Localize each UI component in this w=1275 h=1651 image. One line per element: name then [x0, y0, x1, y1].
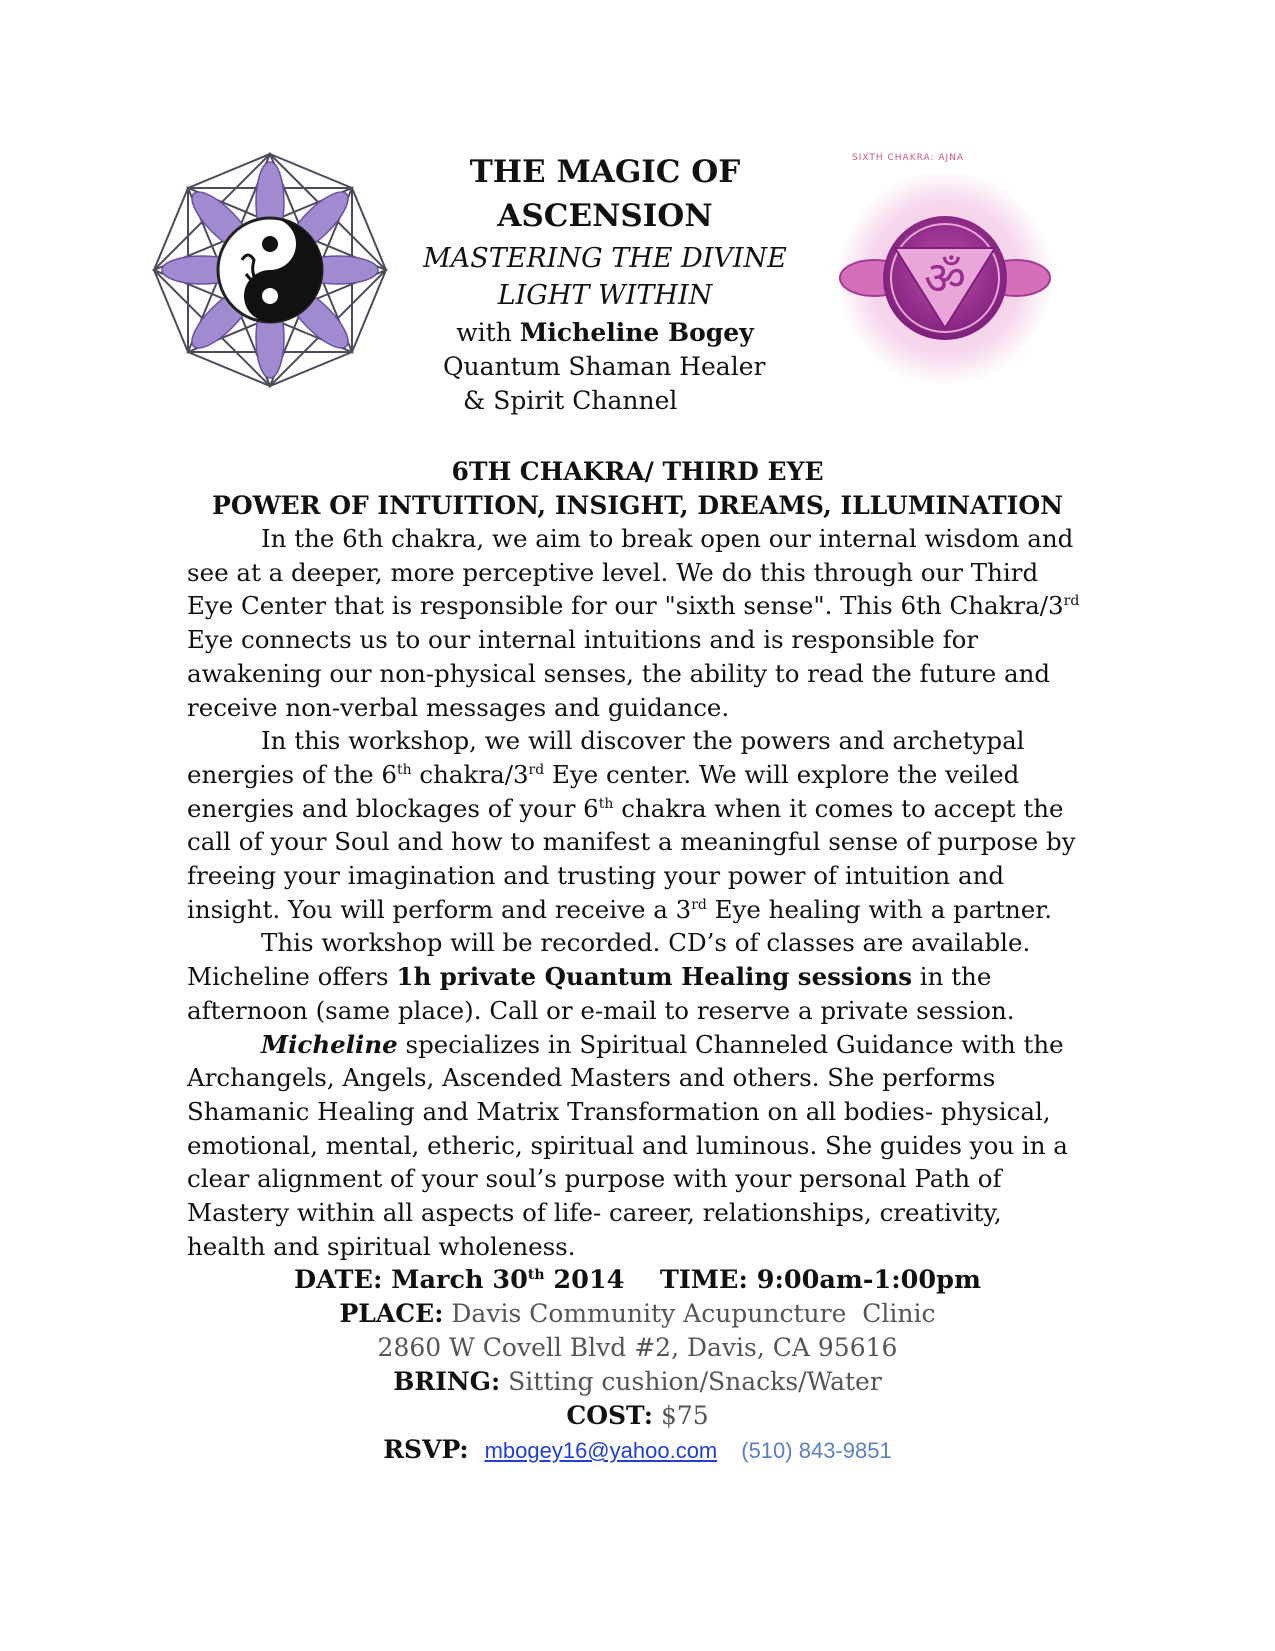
rsvp-label: RSVP:	[383, 1435, 469, 1464]
p4-name: Micheline	[261, 1029, 398, 1059]
cost-value: $75	[653, 1401, 709, 1430]
p2-sup-1: th	[396, 761, 412, 778]
presenter-line	[395, 316, 815, 350]
p1-text-b: Eye connects us to our internal intuitions and is responsible for awakening our non-physical senses, the ability to read the future and receive non-verbal messages and guidance.	[187, 625, 1051, 722]
bring-label: BRING:	[393, 1367, 501, 1396]
cost-row	[180, 1399, 1095, 1433]
subtitle-line-2: LIGHT WITHIN	[497, 280, 713, 311]
date-time-row	[180, 1263, 1095, 1297]
cost-label: COST:	[566, 1401, 653, 1430]
ajna-caption: SIXTH CHAKRA: AJNA	[852, 153, 965, 163]
p2-text-c: Eye center. We will explore the veiled energies and blockages of your 6	[187, 759, 1020, 823]
paragraph-3	[187, 926, 1087, 1027]
p1-sup: rd	[1063, 593, 1080, 610]
presenter-role-2: & Spirit Channel	[463, 386, 678, 415]
presenter-prefix: with	[456, 318, 520, 347]
date-year-time: 2014 TIME: 9:00am-1:00pm	[544, 1265, 981, 1295]
title-line-1: THE MAGIC OF	[469, 154, 741, 190]
event-details	[180, 1263, 1095, 1467]
rsvp-email-link[interactable]: mbogey16@yahoo.com	[484, 1438, 718, 1463]
p2-sup-2: rd	[528, 761, 545, 778]
date-label: DATE: March 30	[294, 1265, 528, 1295]
paragraph-4	[187, 1028, 1087, 1264]
rsvp-row	[180, 1433, 1095, 1467]
p2-sup-4: rd	[691, 896, 707, 913]
section-heading-chakra: 6TH CHAKRA/ THIRD EYE	[451, 457, 824, 486]
p2-text-d: chakra when it comes to accept the call of your Soul and how to manifest a meaningful sense of purpose by freeing your imagination and trusting your power of intuition and insight. You will perform and receive a 3	[187, 793, 1076, 924]
p2-text-e: Eye healing with a partner.	[706, 894, 1053, 924]
p3-text-b: in the afternoon (same place). Call or e-mail to reserve a private session.	[187, 962, 1015, 1025]
paragraph-1	[187, 522, 1087, 724]
place-value: Davis Community Acupuncture Clinic	[443, 1299, 936, 1328]
p3-bold: 1h private Quantum Healing sessions	[396, 962, 913, 992]
place-label: PLACE:	[339, 1299, 444, 1328]
place-row	[180, 1297, 1095, 1331]
bring-row	[180, 1365, 1095, 1399]
event-subtitle	[395, 240, 815, 314]
rsvp-phone: (510) 843-9851	[741, 1438, 892, 1463]
p2-sup-3: th	[598, 795, 614, 812]
section-heading-powers: POWER OF INTUITION, INSIGHT, DREAMS, ILLUMINATION	[212, 491, 1063, 520]
presenter-role-1: Quantum Shaman Healer	[443, 352, 766, 381]
event-title	[395, 150, 815, 238]
bring-value: Sitting cushion/Snacks/Water	[500, 1367, 882, 1396]
title-line-2: ASCENSION	[497, 198, 713, 234]
subtitle-line-1: MASTERING THE DIVINE	[423, 243, 787, 274]
presenter-name: Micheline Bogey	[519, 318, 754, 347]
octagram-lotus-yin-yang-icon	[150, 150, 390, 390]
ajna-om-chakra-icon	[830, 160, 1060, 390]
p2-text-a: In this workshop, we will discover the powers and archetypal energies of the 6	[187, 726, 1025, 789]
body-text	[187, 522, 1087, 1263]
date-sup: th	[527, 1267, 545, 1283]
p3-text-a: This workshop will be recorded. CD’s of classes are available. Micheline offers	[187, 928, 1031, 992]
p1-text-a: In the 6th chakra, we aim to break open our internal wisdom and see at a deeper, more perceptive level. We do this through our Third Eye Center that is responsible for our "sixth sense". This 6th Chakra/3	[187, 524, 1074, 621]
address-row: 2860 W Covell Blvd #2, Davis, CA 95616	[377, 1333, 898, 1362]
p2-text-b: chakra/3	[411, 759, 529, 789]
svg-text:ॐ: ॐ	[924, 251, 966, 305]
p4-text-a: specializes in Spiritual Channeled Guidance with the Archangels, Angels, Ascended Masters and others. She performs Shamanic Healing and Matrix Transformation on all bodies- physical, emotional, mental, etheric, spiritual and luminous. She guides you in a clear alignment of your soul’s purpose with your personal Path of Mastery within all aspects of life- career, relationships, creativity, health and spiritual wholeness.	[187, 1029, 1068, 1261]
paragraph-2	[187, 724, 1087, 926]
